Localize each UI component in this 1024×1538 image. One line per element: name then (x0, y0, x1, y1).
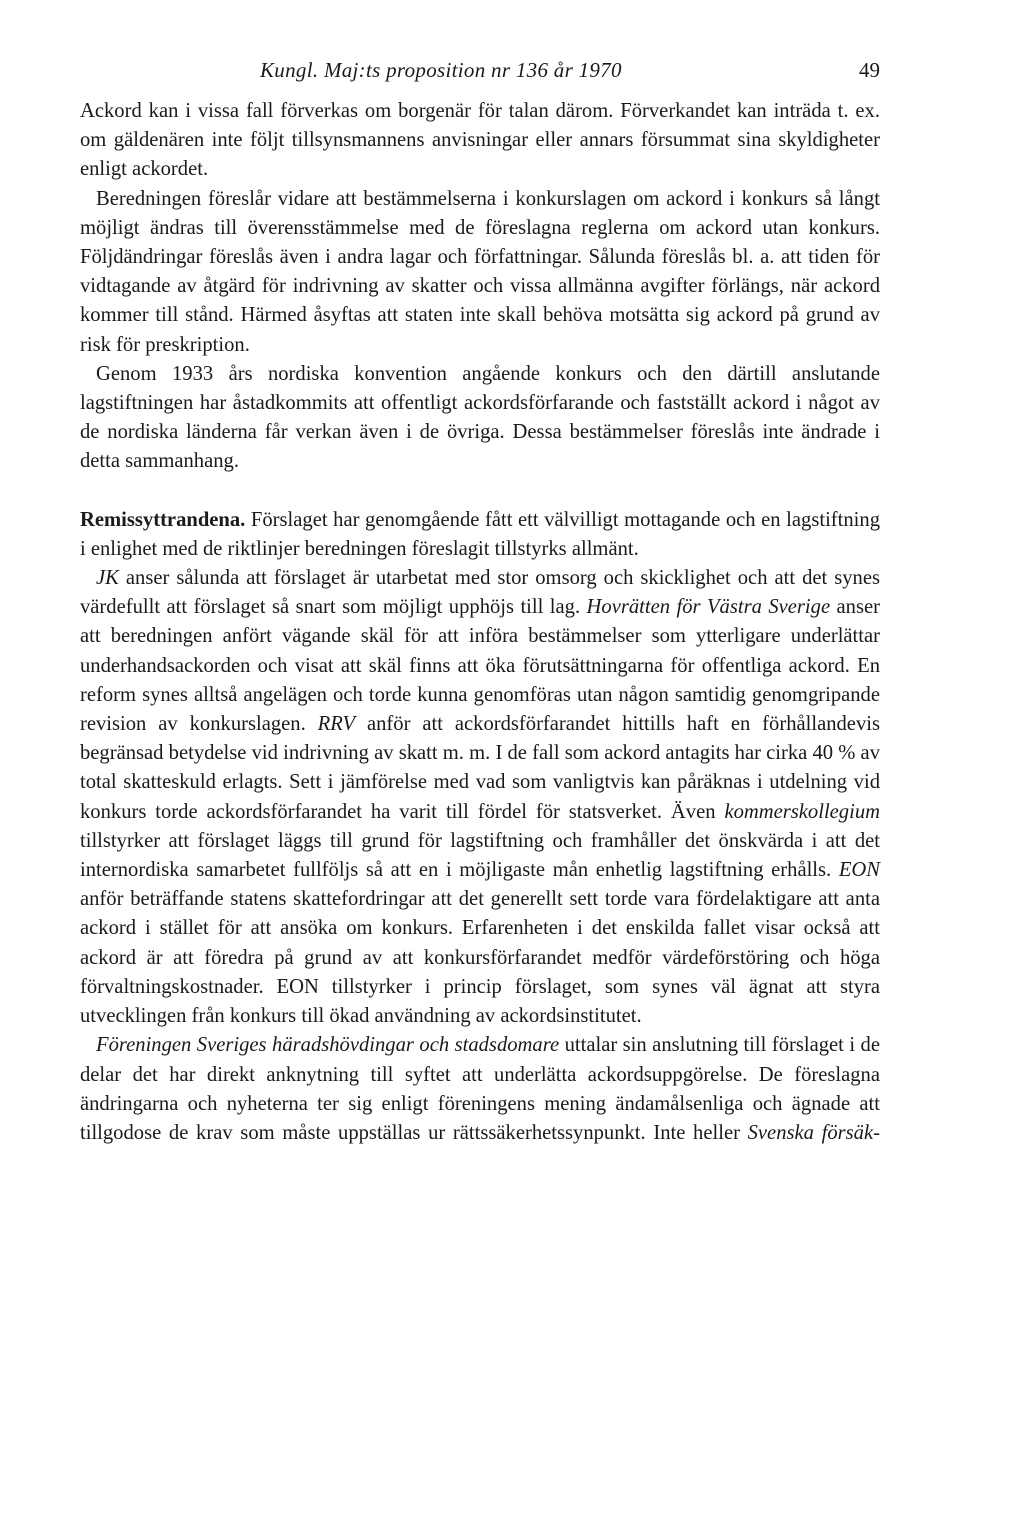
paragraph-text: anför beträffande statens skattefordringar att det generellt sett torde vara fördelaktigare att anta ackord i stället för att ansöka om konkurs. Erfarenheten i det enskilda fallet visar också att ackord är att föredra på grund av att konkursförfarandet medför värdeförstöring och höga förvaltningskostnader. EON tillstyrker i princip förslaget, som synes väl ägnat att styra utvecklingen från konkurs till ökad användning av ackordsinstitutet. (80, 888, 880, 1028)
section-heading: Remissyttrandena. (80, 508, 246, 531)
paragraph-text: Genom 1933 års nordiska konvention angående konkurs och den därtill anslutande lagstiftningen har åstadkommits att offentligt ackordsförfarande och fastställt ackord i något av de nordiska länderna får verkan även i de övriga. Dessa bestämmelser föreslås inte ändrade i detta sammanhang. (80, 362, 880, 473)
paragraph-nordic-convention (80, 360, 880, 477)
paragraph-association (80, 1031, 880, 1148)
paragraph-opinions (80, 564, 880, 1031)
page-number: 49 (859, 58, 880, 82)
running-header (80, 58, 880, 88)
authority-name: Hovrätten för Västra Sverige (586, 596, 831, 619)
authority-name: Svenska försäk- (747, 1121, 880, 1144)
paragraph-text: tillstyrker att förslaget läggs till grund för lagstiftning och framhåller det önskvärda i att det internordiska samarbetet fullföljs så att en i möjligaste mån enhetlig lagstiftning erhålls. (80, 829, 880, 882)
paragraph-text: uttalar sin anslutning till förslaget i de delar det har direkt anknytning till syftet att underlätta ackordsuppgörelse. De föreslagna ändringarna och nyheterna ter sig enligt föreningens mening ändamålsenliga och ägnade att tillgodose de krav som måste uppställas ur rättssäkerhetssynpunkt. Inte heller (80, 1034, 880, 1144)
body-text (80, 97, 880, 1148)
authority-name: EON (838, 859, 880, 882)
paragraph-remissyttrandena (80, 506, 880, 564)
authority-name: Föreningen Sveriges häradshövdingar och stadsdomare (96, 1034, 560, 1057)
authority-name: JK (96, 567, 119, 590)
paragraph-bankruptcy-law (80, 185, 880, 360)
publication-title: Kungl. Maj:ts proposition nr 136 år 1970 (260, 58, 622, 82)
paragraph-text: Beredningen föreslår vidare att bestämmelserna i konkurslagen om ackord i konkurs så långt möjligt ändras till överensstämmelse med de föreslagna reglerna om ackord utan konkurs. Följdändringar föreslås även i andra lagar och författningar. Sålunda föreslås bl. a. att tiden för vidtagande av åtgärd för indrivning av skatter och vissa allmänna avgifter förlängs, när ackord kommer till stånd. Härmed åsyftas att staten inte skall behöva motsätta sig ackord på grund av risk för preskription. (80, 187, 880, 356)
paragraph-forfeiture (80, 97, 880, 185)
paragraph-text: anser att beredningen anfört vägande skäl för att införa bestämmelser som ytterligare underlättar underhandsackorden och visat att skäl finns att öka förutsättningarna för offentliga ackord. En reform synes alltså angelägen och torde kunna genomföras utan någon samtidig genomgripande revision av konkurslagen. (80, 596, 880, 736)
paragraph-text: Förslaget har genomgående fått ett välvilligt mottagande och en lagstiftning i enlighet med de riktlinjer beredningen föreslagit tillstyrks allmänt. (80, 508, 880, 560)
authority-name: RRV (317, 713, 356, 736)
paragraph-text: anser sålunda att förslaget är utarbetat med stor omsorg och skicklighet och att det synes värdefullt att förslaget så snart som möjligt upphöjs till lag. (80, 567, 880, 619)
paragraph-text: Ackord kan i vissa fall förverkas om borgenär för talan därom. Förverkandet kan inträda t. ex. om gäldenären inte följt tillsynsmannens anvisningar eller annars försummat sina skyldigheter enligt ackordet. (80, 100, 880, 181)
authority-name: kommerskollegium (724, 800, 880, 823)
paragraph-text: anför att ackordsförfarandet hittills haft en förhållandevis begränsad betydelse vid indrivning av skatt m. m. I de fall som ackord antagits har cirka 40 % av total skatteskuld erlagts. Sett i jämförelse med vad som vanligtvis kan påräknas i utdelning vid konkurs torde ackordsförfarandet ha varit till fördel för statsverket. Även (80, 713, 880, 823)
